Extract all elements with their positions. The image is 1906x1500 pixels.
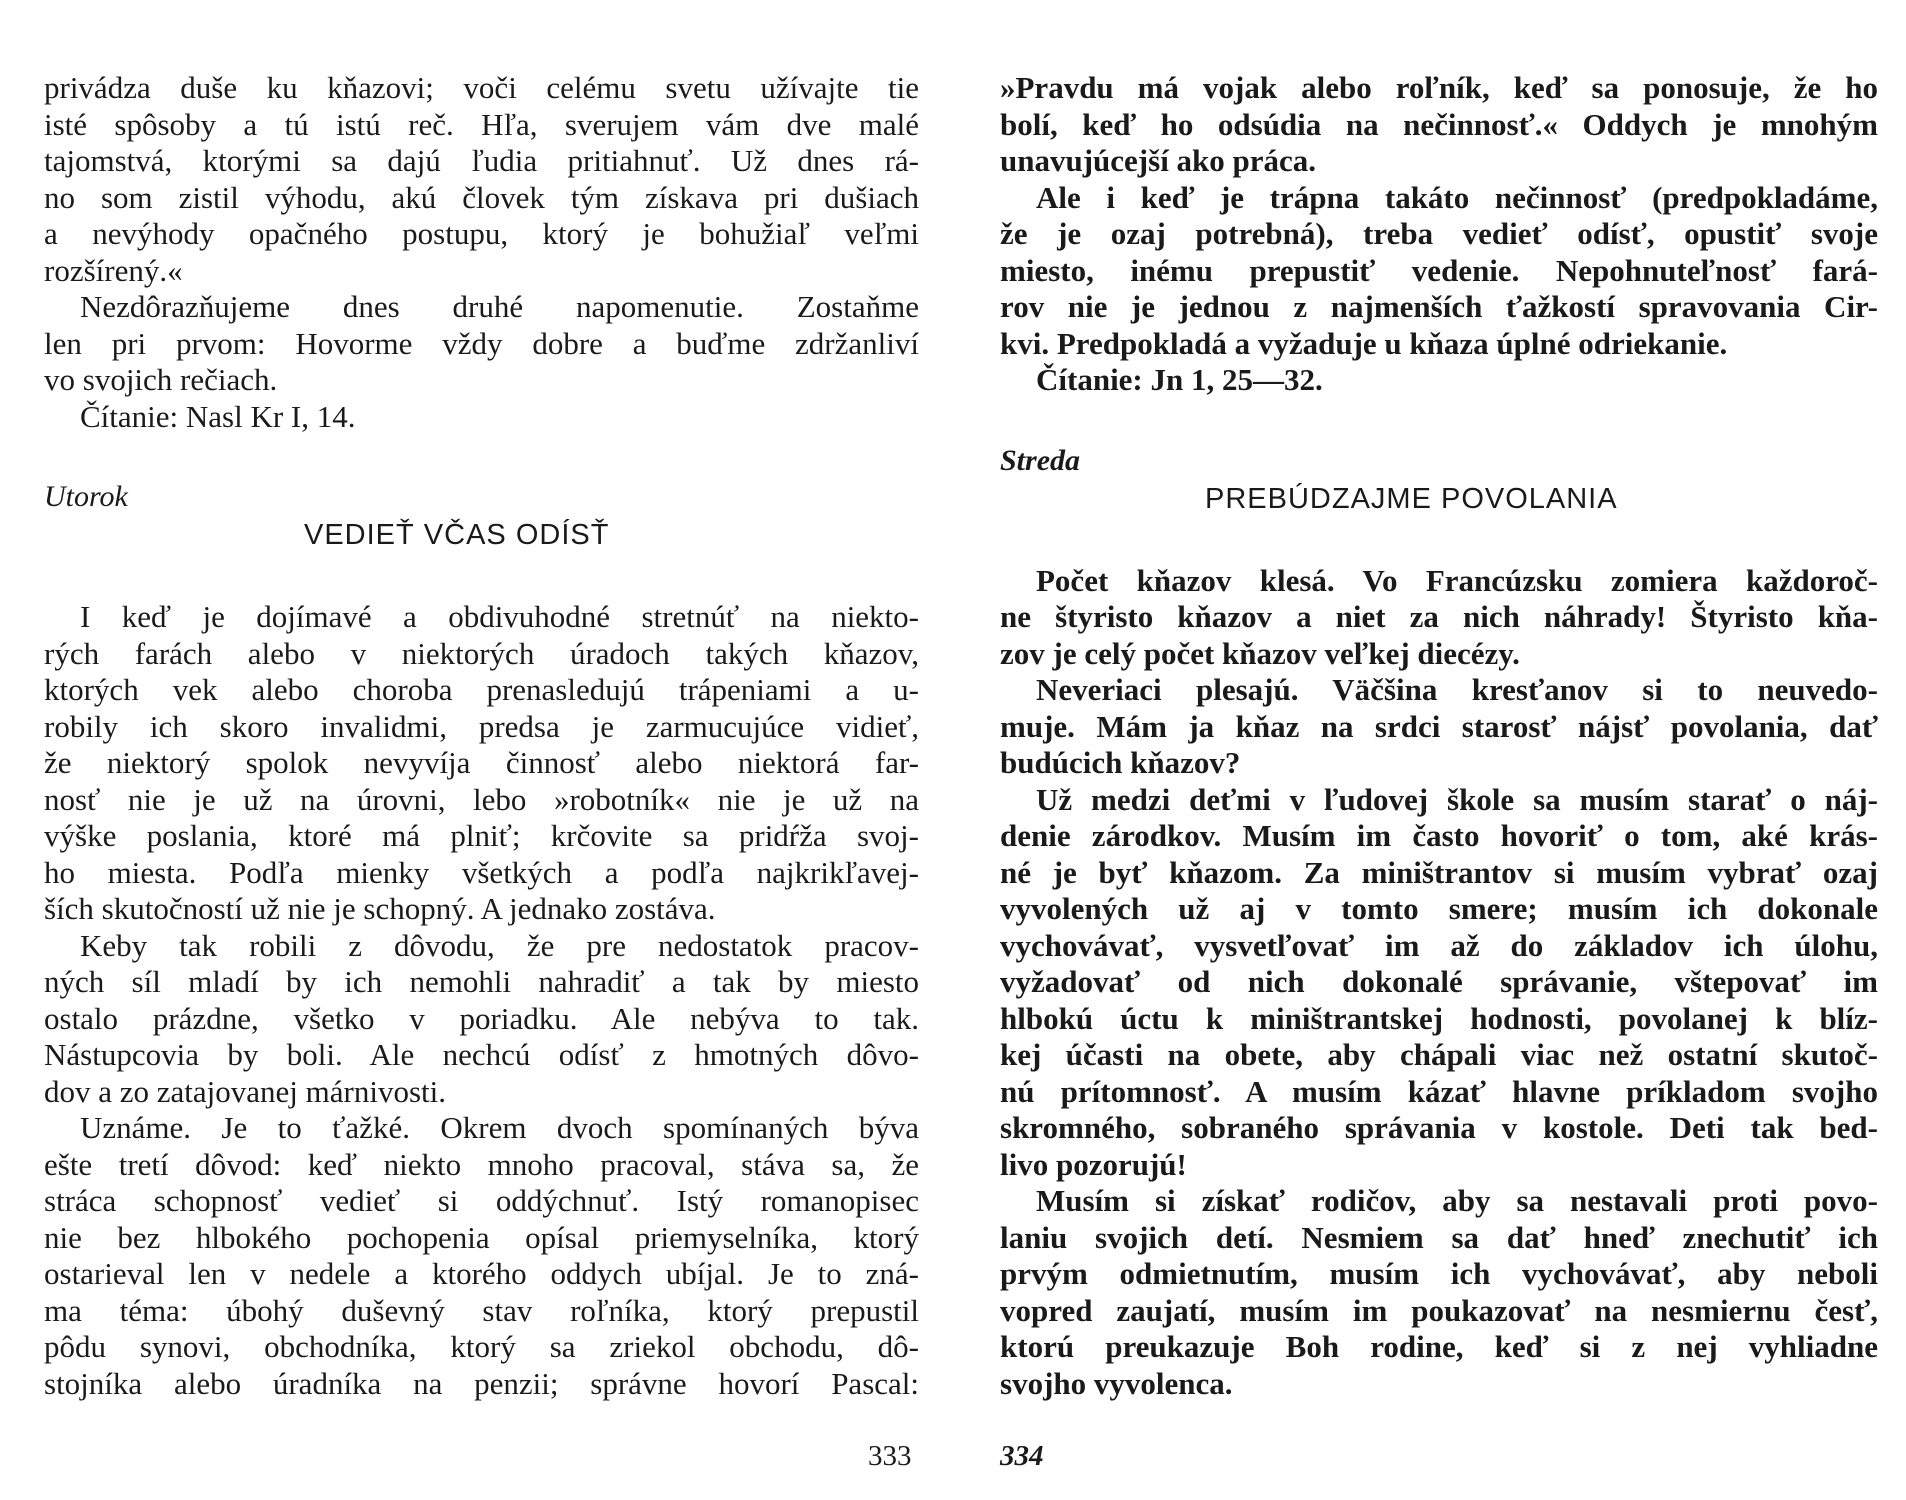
- text-line: rov nie je jednou z najmenších ťažkostí spravovania Cir-: [1000, 289, 1878, 324]
- paragraph: [44, 1110, 919, 1402]
- text-line: nú prítomnosť. A musím kázať hlavne príkladom svojho: [1000, 1073, 1878, 1109]
- text-line: zov je celý počet kňazov veľkej diecézy.: [1000, 635, 1520, 671]
- text-line: výške poslania, ktoré má plniť; krčovite sa pridŕža svoj-: [44, 818, 919, 853]
- paragraph: [1000, 70, 1878, 180]
- text-line: miesto, inému prepustiť vedenie. Nepohnuteľnosť fará-: [1000, 252, 1878, 288]
- text-line: Nezdôrazňujeme dnes druhé napomenutie. Zostaňme: [80, 289, 919, 324]
- text-line: vo svojich rečiach.: [44, 362, 278, 397]
- text-line: Počet kňazov klesá. Vo Francúzsku zomiera každoroč-: [1036, 562, 1878, 598]
- text-line: hlbokú úctu k miništrantskej hodnosti, povolanej k blíz-: [1000, 1000, 1878, 1036]
- text-line: laniu svojich detí. Nesmiem sa dať hneď znechutiť ich: [1000, 1219, 1878, 1255]
- text-line: stráca schopnosť vedieť si oddýchnuť. Istý romanopisec: [44, 1183, 919, 1218]
- text-line: rozšírený.«: [44, 252, 183, 288]
- text-line: ostalo prázdne, všetko v poriadku. Ale nebýva to tak.: [44, 1000, 919, 1036]
- text-line: kvi. Predpokladá a vyžaduje u kňaza úplné odriekanie.: [1000, 325, 1728, 361]
- paragraph: [1000, 1183, 1878, 1402]
- text-line: Uznáme. Je to ťažké. Okrem dvoch spomínaných býva: [80, 1110, 919, 1145]
- text-line: pôdu synovi, obchodníka, ktorý sa zriekol obchodu, dô-: [44, 1329, 919, 1364]
- paragraph: [1000, 563, 1878, 673]
- text-line: ma téma: úbohý duševný stav roľníka, ktorý prepustil: [44, 1292, 919, 1328]
- text-line: rých farách alebo v niektorých úradoch takých kňazov,: [44, 635, 919, 671]
- text-line: dov a zo zatajovanej márnivosti.: [44, 1073, 447, 1109]
- text-line: isté spôsoby a tú istú reč. Hľa, sverujem vám dve malé: [44, 106, 919, 142]
- text-line: vyžadovať od nich dokonalé správanie, vštepovať im: [1000, 964, 1878, 999]
- day-label: Utorok: [44, 480, 128, 513]
- text-line: budúcich kňazov?: [1000, 745, 1241, 780]
- text-line: Už medzi deťmi v ľudovej škole sa musím starať o náj-: [1036, 781, 1878, 817]
- text-line: ktorých vek alebo choroba prenasledujú trápeniami a u-: [44, 672, 919, 707]
- text-line: vyvolených už aj v tomto smere; musím ich dokonale: [1000, 891, 1878, 926]
- text-line: vychovávať, vysvetľovať im až do základov ich úlohu,: [1000, 927, 1878, 963]
- text-line: tajomstvá, ktorými sa dajú ľudia pritiahnuť. Už dnes rá-: [44, 143, 919, 178]
- paragraph: [44, 599, 919, 928]
- left-page: [44, 70, 919, 1402]
- text-line: no som zistil výhodu, akú človek tým získava pri dušiach: [44, 179, 919, 215]
- text-line: bolí, keď ho odsúdia na nečinnosť.« Oddych je mnohým: [1000, 106, 1878, 142]
- text-line: ších skutočností už nie je schopný. A jednako zostáva.: [44, 891, 716, 926]
- text-line: Neveriaci plesajú. Väčšina kresťanov si to neuvedo-: [1036, 672, 1878, 707]
- text-line: Musím si získať rodičov, aby sa nestavali proti povo-: [1036, 1183, 1878, 1218]
- text-line: ešte tretí dôvod: keď niekto mnoho pracoval, stáva sa, že: [44, 1146, 919, 1182]
- text-line: ktorú preukazuje Boh rodine, keď si z nej vyhliadne: [1000, 1329, 1878, 1364]
- text-line: vopred zaujatí, musím im poukazovať na nesmiernu česť,: [1000, 1292, 1878, 1328]
- section-heading: PREBÚDZAJME POVOLANIA: [1205, 482, 1618, 515]
- text-line: privádza duše ku kňazovi; voči celému svetu užívajte tie: [44, 70, 919, 105]
- text-line: svojho vyvolenca.: [1000, 1365, 1233, 1401]
- text-line: Nástupcovia by boli. Ale nechcú odísť z hmotných dôvo-: [44, 1037, 919, 1072]
- reading-reference: Čítanie: Jn 1, 25—32.: [1036, 362, 1323, 397]
- text-line: denie zárodkov. Musím im často hovoriť o tom, aké krás-: [1000, 818, 1878, 853]
- paragraph: [1000, 782, 1878, 1184]
- text-line: Keby tak robili z dôvodu, že pre nedostatok pracov-: [80, 927, 919, 963]
- paragraph: [44, 289, 919, 399]
- text-line: ne štyristo kňazov a niet za nich náhrady! Štyristo kňa-: [1000, 599, 1878, 634]
- text-line: unavujúcejší ako práca.: [1000, 143, 1317, 178]
- paragraph: [1000, 672, 1878, 782]
- text-line: ho miesta. Podľa mienky všetkých a podľa najkrikľavej-: [44, 854, 919, 890]
- section-heading: VEDIEŤ VČAS ODÍSŤ: [304, 519, 610, 551]
- text-line: a nevýhody opačného postupu, ktorý je bohužiaľ veľmi: [44, 216, 919, 251]
- paragraph: [1000, 180, 1878, 363]
- reading-reference: Čítanie: Nasl Kr I, 14.: [80, 398, 356, 434]
- text-line: muje. Mám ja kňaz na srdci starosť nájsť povolania, dať: [1000, 708, 1878, 744]
- text-line: nosť nie je už na úrovni, lebo »robotník« nie je už na: [44, 781, 919, 817]
- text-line: prvým odmietnutím, musím ich vychovávať, aby neboli: [1000, 1256, 1878, 1291]
- page-number: 334: [1000, 1440, 1044, 1472]
- text-line: len pri prvom: Hovorme vždy dobre a buďme zdržanliví: [44, 325, 919, 361]
- paragraph: [44, 70, 919, 289]
- text-line: I keď je dojímavé a obdivuhodné stretnúť na niekto-: [80, 599, 919, 634]
- text-line: že je ozaj potrebná), treba vedieť odísť, opustiť svoje: [1000, 216, 1878, 251]
- text-line: robily ich skoro invalidmi, predsa je zarmucujúce vidieť,: [44, 708, 919, 744]
- text-line: nie bez hlbokého pochopenia opísal priemyselníka, ktorý: [44, 1219, 919, 1255]
- text-line: Ale i keď je trápna takáto nečinnosť (predpokladáme,: [1036, 179, 1878, 215]
- right-page: [1000, 70, 1878, 1402]
- day-label: Streda: [1000, 443, 1081, 477]
- text-line: livo pozorujú!: [1000, 1146, 1187, 1182]
- page-number: 333: [868, 1440, 912, 1472]
- text-line: ných síl mladí by ich nemohli nahradiť a tak by miesto: [44, 964, 919, 999]
- text-line: že niektorý spolok nevyvíja činnosť alebo niektorá far-: [44, 745, 919, 780]
- text-line: »Pravdu má vojak alebo roľník, keď sa ponosuje, že ho: [1000, 70, 1878, 105]
- text-line: kej účasti na obete, aby chápali viac než ostatní skutoč-: [1000, 1037, 1878, 1072]
- text-line: skromného, sobraného správania v kostole. Deti tak bed-: [1000, 1110, 1878, 1145]
- paragraph: [44, 928, 919, 1111]
- text-line: ostarieval len v nedele a ktorého oddych ubíjal. Je to zná-: [44, 1256, 919, 1291]
- text-line: stojníka alebo úradníka na penzii; správne hovorí Pascal:: [44, 1365, 919, 1401]
- text-line: né je byť kňazom. Za miništrantov si musím vybrať ozaj: [1000, 854, 1878, 890]
